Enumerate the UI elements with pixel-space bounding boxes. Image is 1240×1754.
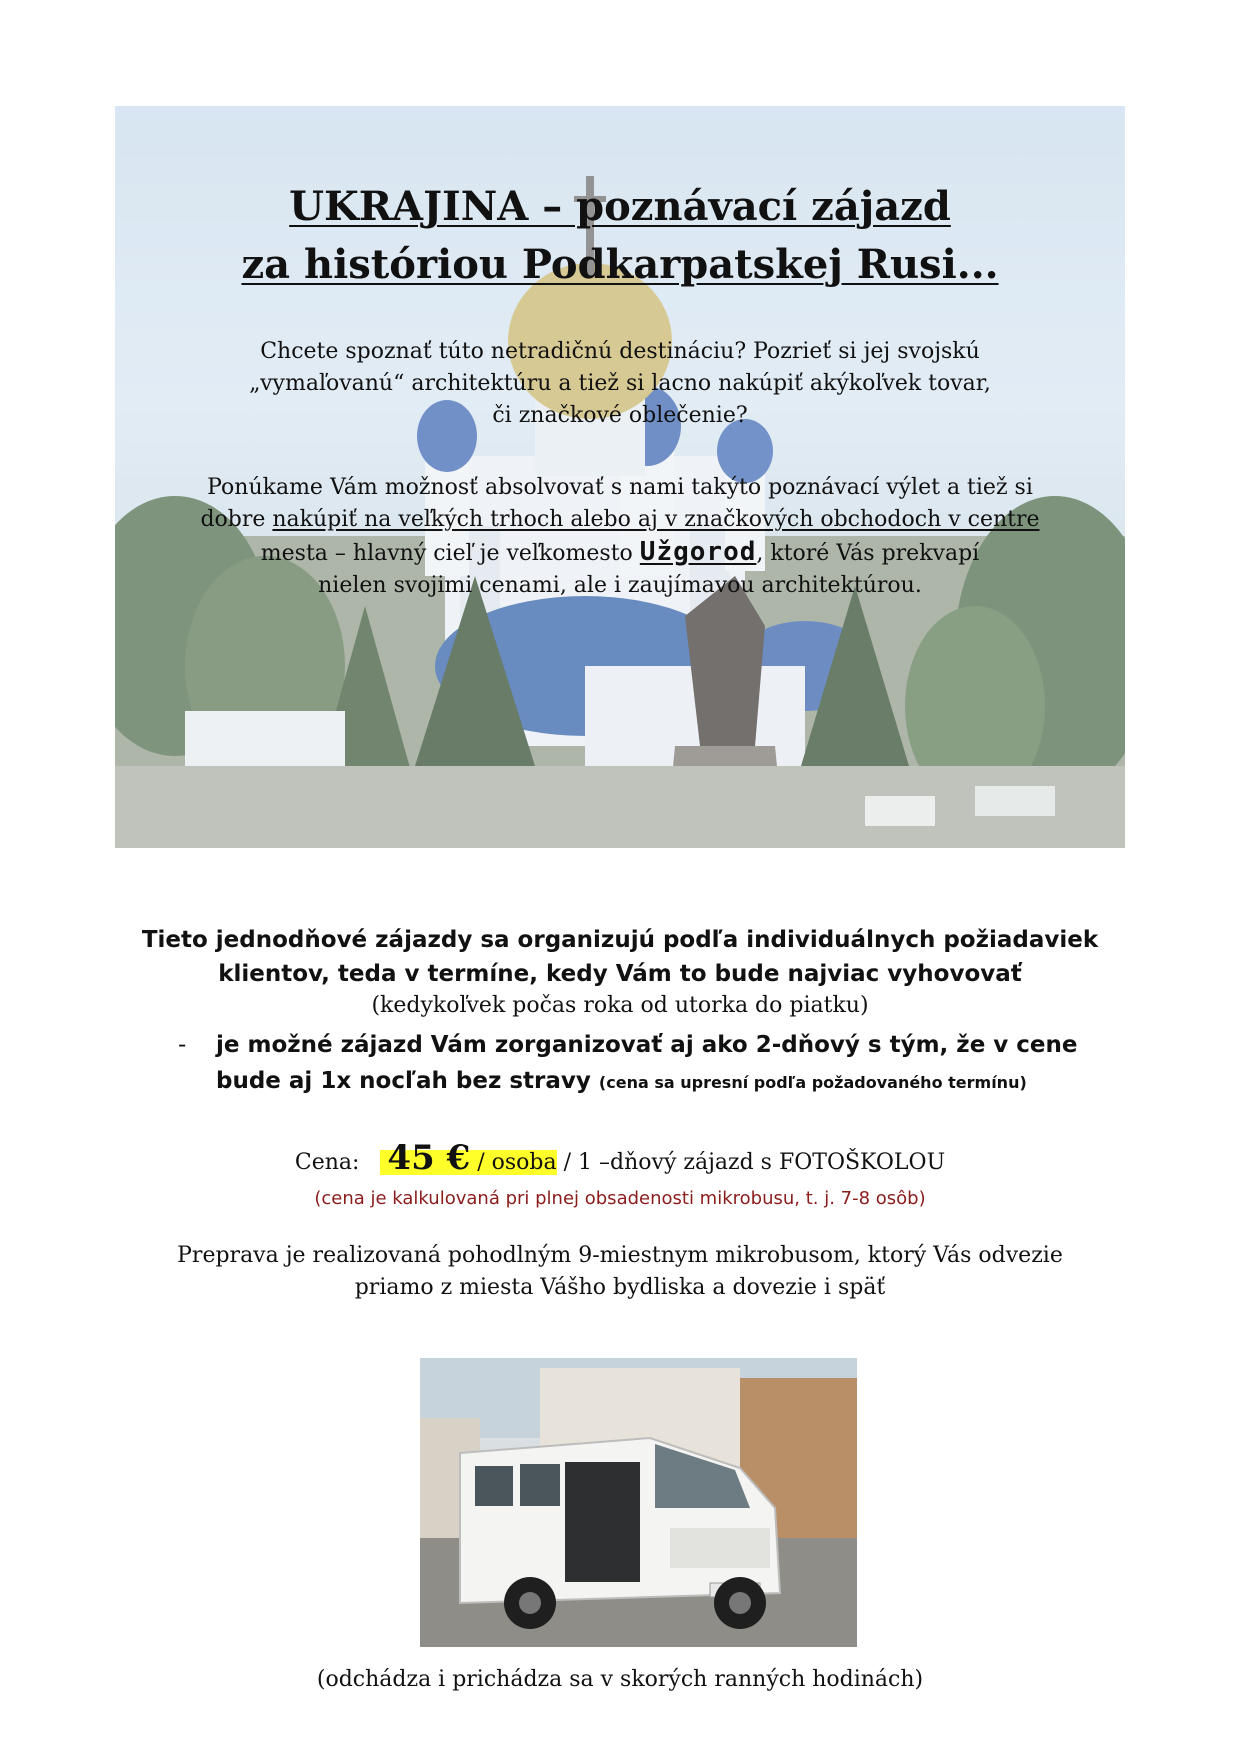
price-line (100, 1135, 1140, 1186)
page-title (115, 178, 1125, 294)
price-highlight (380, 1138, 557, 1178)
intro-line-2: „vymaľovanú“ architektúru a tiež si lacno nakúpiť akýkoľvek tovar, (249, 371, 991, 396)
intro-line-3: či značkové oblečenie? (492, 403, 748, 428)
title-line-1: UKRAJINA – poznávací zájazd (289, 183, 951, 230)
transport-line-1: Preprava je realizovaná pohodlným 9-miestnym mikrobusom, ktorý Vás odvezie (177, 1243, 1063, 1268)
offer-line-3-end: , ktoré Vás prekvapí (756, 541, 980, 566)
offer-line-2-start: dobre (200, 507, 273, 532)
offer-line-3-start: mesta – hlavný cieľ je veľkomesto (260, 541, 640, 566)
price-label: Cena: (294, 1150, 360, 1175)
lead-line-2: klientov, teda v termíne, kedy Vám to bude najviac vyhovovať (218, 961, 1022, 987)
transport-info (130, 1240, 1110, 1304)
bullet-line-2: bude aj 1x nocľah bez stravy (216, 1068, 591, 1094)
offer-line-2 (125, 504, 1115, 536)
offer-paragraph (125, 472, 1115, 602)
price-note: (cena je kalkulovaná pri plnej obsadenosti mikrobusu, t. j. 7-8 osôb) (314, 1188, 926, 1209)
title-line-2: za históriou Podkarpatskej Rusi... (241, 241, 999, 288)
minibus-photo (420, 1358, 857, 1647)
offer-line-3 (125, 536, 1115, 570)
trip-description (100, 923, 1140, 991)
availability-note: (kedykoľvek počas roka od utorka do piatku) (371, 993, 869, 1018)
two-day-option (178, 1027, 1128, 1101)
lead-line-1: Tieto jednodňové zájazdy sa organizujú podľa individuálnych požiadaviek (141, 927, 1099, 953)
price-unit: / osoba (477, 1150, 557, 1175)
hero-banner (115, 106, 1125, 848)
shopping-text: nakúpiť na veľkých trhoch alebo aj v značkových obchodoch v centre (272, 507, 1040, 532)
bullet-line-2-wrap (216, 1063, 1128, 1101)
bullet-dash: - (178, 1032, 187, 1058)
intro-line-1: Chcete spoznať túto netradičnú destináciu? Pozrieť si jej svojskú (260, 339, 980, 364)
offer-line-1: Ponúkame Vám možnosť absolvovať s nami takýto poznávací výlet a tiež si (207, 475, 1033, 500)
city-name: Užgorod (639, 537, 757, 567)
offer-line-4: nielen svojimi cenami, ale i zaujímavou architektúrou. (318, 573, 922, 598)
transport-line-2: priamo z miesta Vášho bydliska a dovezie i späť (354, 1275, 886, 1300)
bullet-line-1: je možné zájazd Vám zorganizovať aj ako 2-dňový s tým, že v cene (216, 1032, 1078, 1058)
bullet-note: (cena sa upresní podľa požadovaného termínu) (598, 1073, 1027, 1092)
price-suffix: / 1 –dňový zájazd s FOTOŠKOLOU (563, 1150, 946, 1175)
price-amount: 45 € (387, 1138, 471, 1178)
departure-note: (odchádza i prichádza sa v skorých ranných hodinách) (316, 1667, 924, 1692)
minibus-illustration (420, 1358, 857, 1647)
intro-paragraph (155, 336, 1085, 432)
